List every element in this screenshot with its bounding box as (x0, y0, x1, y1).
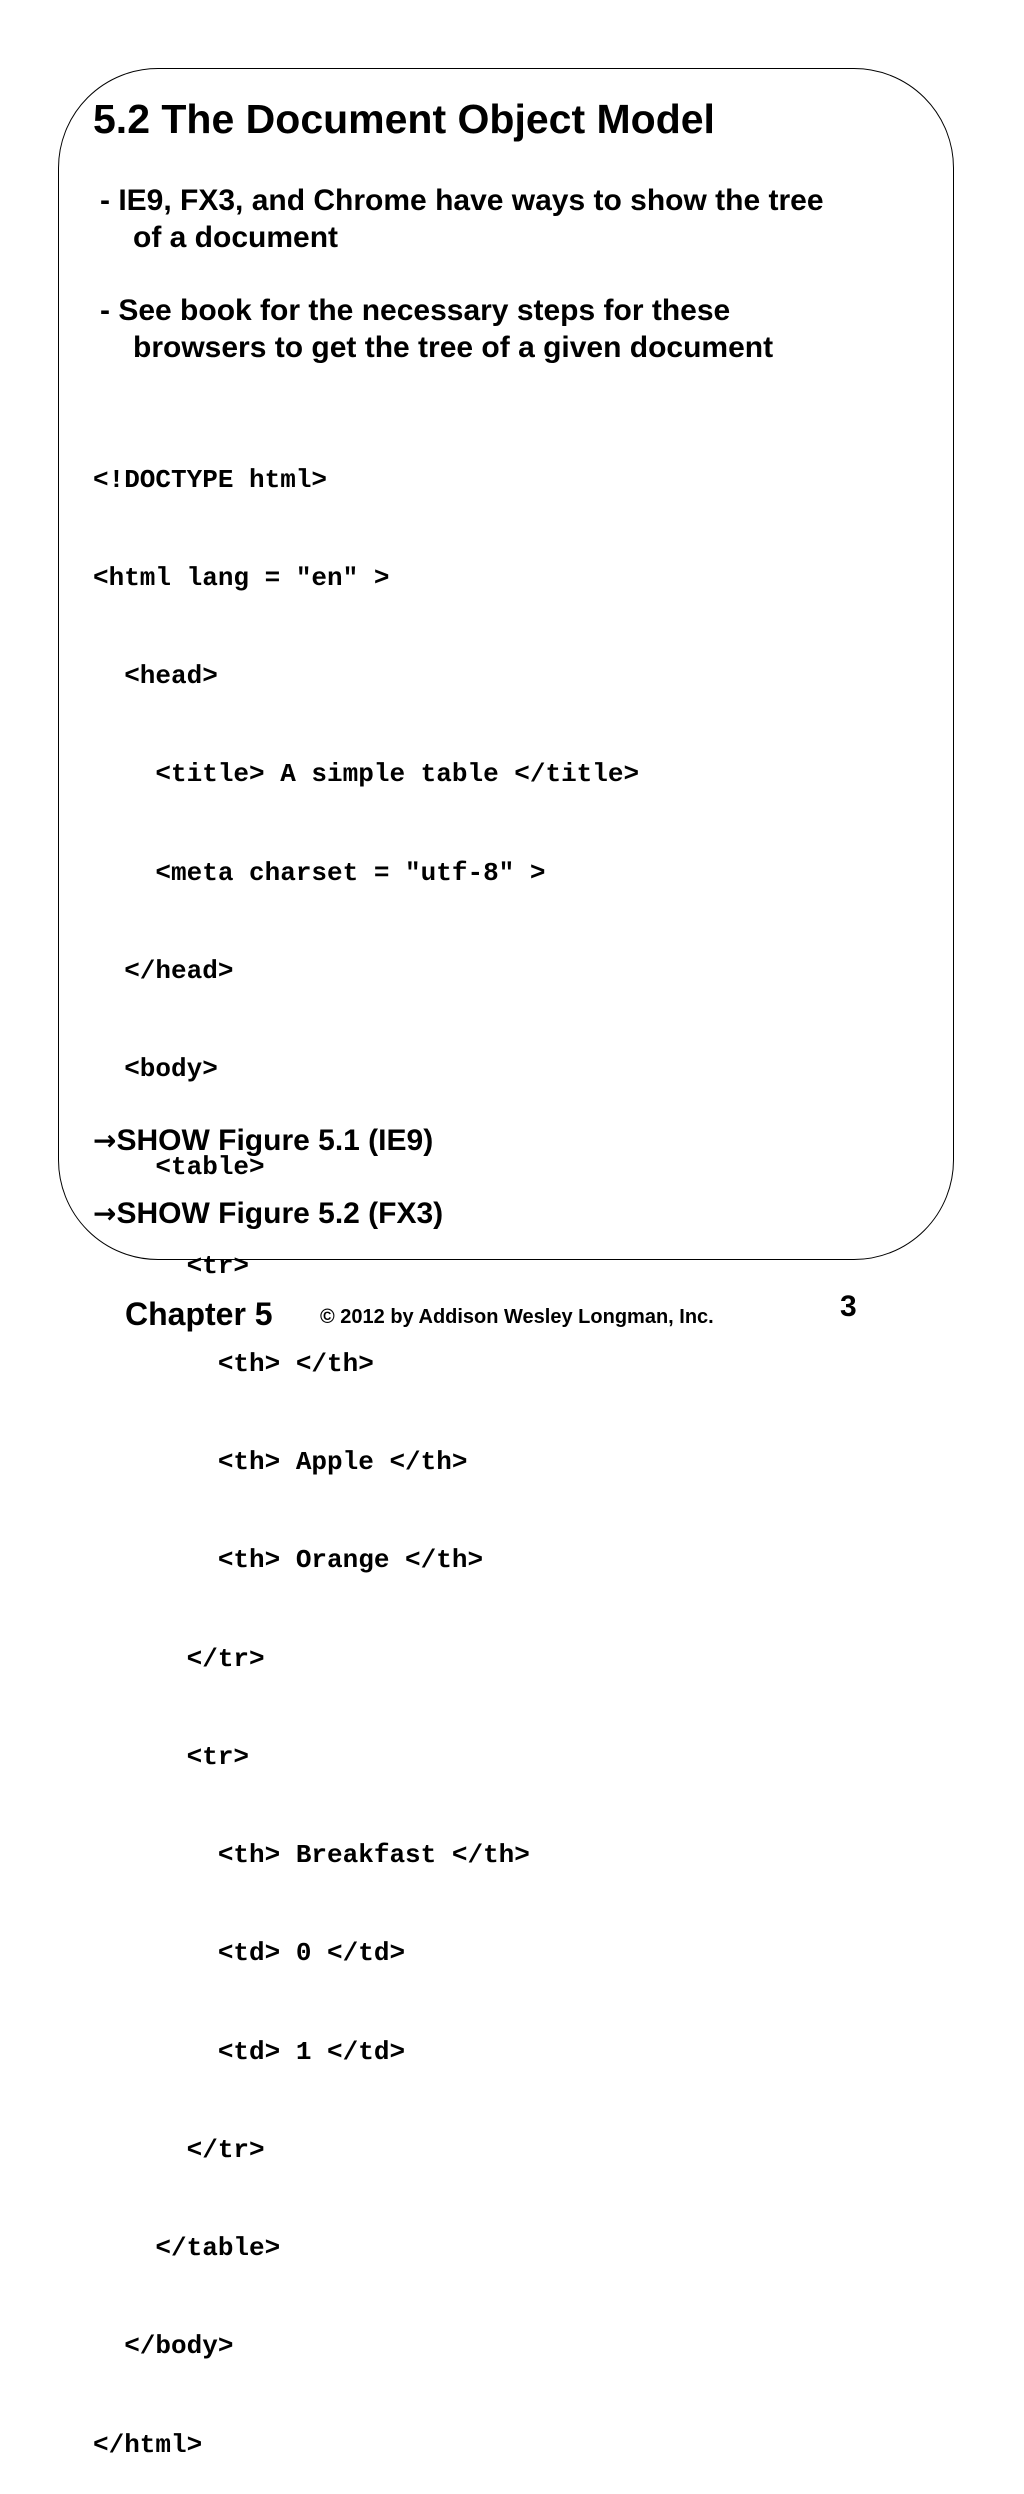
code-line: <td> 0 </td> (93, 1938, 406, 1969)
show-figure-5-2 (93, 1197, 443, 1231)
bullet-browser-tree-tools (100, 182, 940, 256)
show-figure-text: SHOW Figure 5.2 (FX3) (116, 1197, 444, 1230)
code-line: </tr> (93, 1643, 265, 1674)
code-line: </body> (93, 2331, 234, 2362)
bullet-line: - IE9, FX3, and Chrome have ways to show the tree (100, 184, 824, 217)
slide-title: 5.2 The Document Object Model (93, 96, 715, 142)
code-line: </tr> (93, 2134, 265, 2165)
arrow-right-icon: → (93, 1124, 117, 1157)
code-line: <html lang = ″en″ > (93, 562, 390, 593)
code-line: <head> (93, 661, 218, 691)
code-line: <th> </th> (93, 1348, 374, 1379)
show-figure-5-1 (93, 1124, 433, 1158)
code-line: <td> 1 </td> (93, 2036, 406, 2067)
bullet-line: - See book for the necessary steps for these (100, 294, 731, 327)
code-line: <meta charset = ″utf-8″ > (93, 857, 546, 888)
bullet-line-continued: of a document (133, 221, 339, 254)
html-code-listing (93, 398, 639, 2494)
code-line: <th> Apple </th> (93, 1447, 468, 1477)
arrow-right-icon: → (93, 1197, 117, 1230)
page-number: 3 (840, 1290, 857, 1323)
code-line: </html> (93, 2429, 203, 2460)
code-line: <tr> (93, 1741, 250, 1772)
code-line: <th> Orange </th> (93, 1545, 484, 1576)
code-line: <!DOCTYPE html> (93, 464, 328, 495)
code-line: <th> Breakfast </th> (93, 1840, 530, 1870)
footer-chapter: Chapter 5 (125, 1296, 273, 1332)
bullet-see-book (100, 292, 940, 366)
code-line: <title> A simple table </title> (93, 759, 640, 790)
code-line: <table> (93, 1152, 265, 1183)
code-line: </head> (93, 955, 234, 986)
footer-copyright: © 2012 by Addison Wesley Longman, Inc. (320, 1306, 714, 1328)
code-line: <tr> (93, 1250, 250, 1281)
code-line: <body> (93, 1054, 218, 1084)
code-line: </table> (93, 2233, 281, 2263)
bullet-line-continued: browsers to get the tree of a given document (133, 331, 774, 364)
show-figure-text: SHOW Figure 5.1 (IE9) (116, 1124, 434, 1157)
